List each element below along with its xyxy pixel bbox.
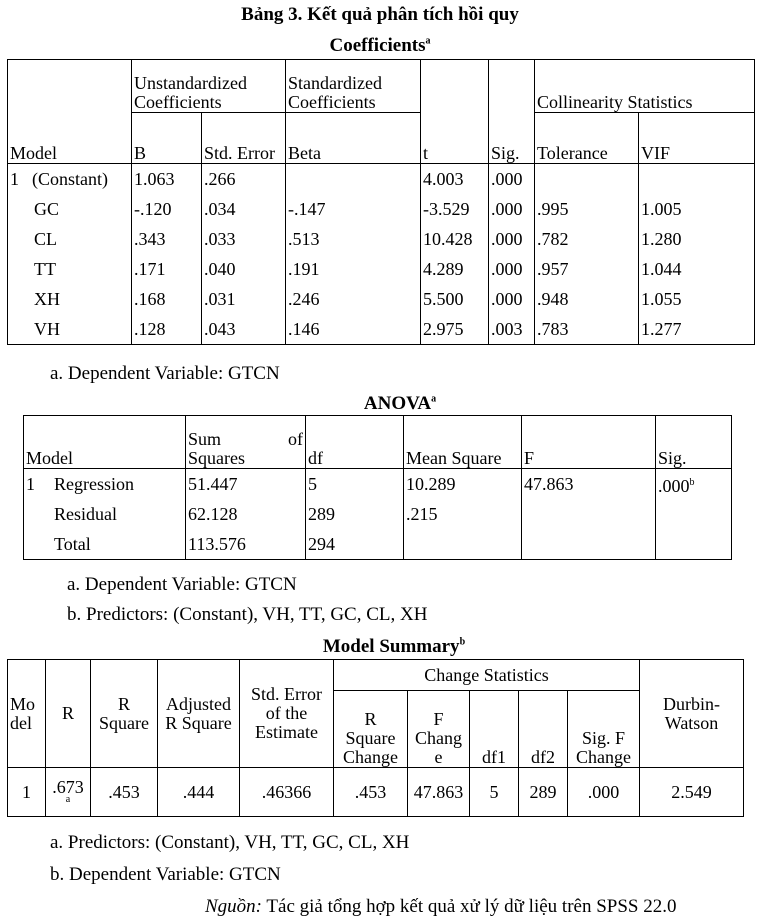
anova-title-sup: a	[431, 393, 437, 405]
anova-sig-value: .000	[658, 475, 690, 496]
anova-ms	[404, 529, 522, 560]
anova-header-ss-3: Squares	[188, 448, 245, 468]
coefficient-vif	[639, 164, 755, 195]
coefficient-model	[8, 314, 132, 345]
summary-header-sigf	[568, 691, 640, 768]
coefficient-sig: .000	[489, 254, 535, 284]
anova-ss: 113.576	[186, 529, 306, 560]
coefficients-title	[0, 35, 760, 57]
summary-rsqc: .453	[334, 768, 408, 817]
summary-title	[14, 636, 760, 658]
header-standardized: Standardized Coefficients	[286, 60, 421, 113]
summary-header-se	[240, 660, 334, 768]
summary-rsq: .453	[91, 768, 158, 817]
summary-model: 1	[8, 768, 46, 817]
coefficient-vif: 1.280	[639, 224, 755, 254]
anova-ms: 10.289	[404, 469, 522, 500]
summary-r-value: .673	[52, 777, 84, 797]
summary-row	[8, 768, 744, 817]
coefficient-vif: 1.005	[639, 194, 755, 224]
coefficient-beta: .246	[286, 284, 421, 314]
coefficients-title-sup: a	[425, 35, 431, 47]
summary-header-model-1: Mo	[10, 693, 36, 714]
anova-row	[24, 499, 732, 529]
anova-model	[24, 529, 186, 560]
coefficient-se: .040	[202, 254, 286, 284]
summary-dw: 2.549	[640, 768, 744, 817]
summary-header-df2: df2	[519, 691, 568, 768]
summary-header-sigf-2: Change	[576, 747, 632, 767]
coefficient-t: 4.289	[421, 254, 489, 284]
coefficient-sig: .003	[489, 314, 535, 345]
anova-ss: 51.447	[186, 469, 306, 500]
anova-header-mean-square: Mean Square	[404, 416, 522, 469]
anova-table	[23, 415, 732, 560]
anova-model	[24, 499, 186, 529]
coefficient-t: 5.500	[421, 284, 489, 314]
anova-f	[522, 529, 656, 560]
anova-row	[24, 469, 732, 500]
coefficient-t: 2.975	[421, 314, 489, 345]
coefficient-row	[8, 284, 755, 314]
coefficient-vif: 1.044	[639, 254, 755, 284]
anova-ss: 62.128	[186, 499, 306, 529]
coefficient-tol: .957	[535, 254, 639, 284]
anova-header-sum-of-squares	[186, 416, 306, 469]
header-tolerance: Tolerance	[535, 113, 639, 164]
anova-note-a: a. Dependent Variable: GTCN	[67, 574, 297, 595]
coefficient-row	[8, 194, 755, 224]
anova-note-b: b. Predictors: (Constant), VH, TT, GC, CL, XH	[67, 604, 428, 625]
summary-header-df1: df1	[470, 691, 519, 768]
coefficient-tol: .948	[535, 284, 639, 314]
anova-f: 47.863	[522, 469, 656, 500]
header-sig: Sig.	[489, 60, 535, 164]
summary-header-dw-1: Durbin-	[663, 693, 721, 714]
coefficient-se: .031	[202, 284, 286, 314]
coefficient-se: .033	[202, 224, 286, 254]
coefficient-model	[8, 254, 132, 284]
summary-header-se-3: Estimate	[255, 722, 318, 742]
coefficient-predictor: CL	[34, 228, 58, 249]
table-title: Bảng 3. Kết quả phân tích hồi quy	[241, 4, 519, 25]
source-text: Tác giả tổng hợp kết quả xử lý dữ liệu trên SPSS 22.0	[262, 896, 677, 917]
summary-header-adj-1: Adjusted	[166, 693, 231, 714]
coefficients-title-text: Coefficients	[329, 35, 426, 56]
anova-title	[20, 393, 760, 415]
anova-source: Residual	[54, 503, 117, 524]
coefficient-sig: .000	[489, 284, 535, 314]
summary-header-fc-2: Chang	[415, 728, 462, 748]
summary-header-fc-3: e	[434, 747, 443, 767]
coefficients-table	[7, 59, 755, 345]
coefficient-vif: 1.055	[639, 284, 755, 314]
coefficient-model	[8, 194, 132, 224]
coefficient-b: .343	[132, 224, 202, 254]
coefficient-b: 1.063	[132, 164, 202, 195]
summary-header-se-2: of the	[265, 703, 308, 723]
coefficient-b: .168	[132, 284, 202, 314]
coefficient-sig: .000	[489, 224, 535, 254]
anova-ms: .215	[404, 499, 522, 529]
coefficient-predictor: VH	[34, 318, 60, 339]
summary-se: .46366	[240, 768, 334, 817]
summary-header-change: Change Statistics	[334, 660, 640, 691]
coefficient-beta	[286, 164, 421, 195]
coefficient-predictor: TT	[34, 258, 56, 279]
summary-header-fc-1: F	[433, 709, 444, 729]
summary-header-fc	[408, 691, 470, 768]
summary-title-sup: b	[459, 636, 466, 648]
header-model: Model	[8, 60, 132, 164]
anova-sig	[656, 469, 732, 500]
coefficient-row	[8, 254, 755, 284]
summary-fc: 47.863	[408, 768, 470, 817]
coefficient-tol: .782	[535, 224, 639, 254]
coefficient-beta: .191	[286, 254, 421, 284]
anova-source: Total	[54, 533, 91, 554]
source-label: Nguồn:	[205, 896, 262, 917]
summary-header-rsqc-1: R	[364, 709, 377, 729]
summary-header-rsqc	[334, 691, 408, 768]
coefficient-beta: .513	[286, 224, 421, 254]
anova-df: 5	[306, 469, 404, 500]
coefficient-b: .171	[132, 254, 202, 284]
coefficient-tol	[535, 164, 639, 195]
coefficient-t: 4.003	[421, 164, 489, 195]
anova-header-df: df	[306, 416, 404, 469]
summary-r	[46, 768, 91, 817]
coefficient-t: -3.529	[421, 194, 489, 224]
anova-header-sig: Sig.	[656, 416, 732, 469]
coefficient-model	[8, 224, 132, 254]
summary-header-sigf-1: Sig. F	[582, 728, 626, 748]
anova-model	[24, 469, 186, 500]
coefficient-vif: 1.277	[639, 314, 755, 345]
coefficient-model-index: 1	[10, 168, 19, 189]
anova-df: 294	[306, 529, 404, 560]
anova-df: 289	[306, 499, 404, 529]
anova-header-ss-1: Sum	[188, 429, 222, 449]
coefficient-beta: .146	[286, 314, 421, 345]
summary-df2: 289	[519, 768, 568, 817]
summary-header-adj	[158, 660, 240, 768]
coefficient-se: .266	[202, 164, 286, 195]
summary-adj: .444	[158, 768, 240, 817]
coefficient-beta: -.147	[286, 194, 421, 224]
summary-header-dw	[640, 660, 744, 768]
summary-header-adj-2: R Square	[165, 712, 232, 733]
anova-sig	[656, 529, 732, 560]
anova-header-f: F	[522, 416, 656, 469]
coefficient-se: .043	[202, 314, 286, 345]
summary-sigf: .000	[568, 768, 640, 817]
summary-header-rsq-1: R	[117, 693, 130, 714]
summary-header-dw-2: Watson	[664, 712, 719, 733]
anova-sig-sup: b	[689, 476, 695, 488]
header-beta: Beta	[286, 113, 421, 164]
coefficient-row	[8, 224, 755, 254]
coefficient-se: .034	[202, 194, 286, 224]
anova-f	[522, 499, 656, 529]
anova-header-ss-2: of	[288, 429, 303, 449]
summary-header-model	[8, 660, 46, 768]
summary-note-b: b. Dependent Variable: GTCN	[50, 864, 281, 885]
summary-header-rsqc-3: Change	[343, 747, 398, 767]
coefficient-row	[8, 164, 755, 195]
source-line	[205, 896, 676, 918]
summary-header-rsq-2: Square	[99, 712, 149, 733]
summary-df1: 5	[470, 768, 519, 817]
anova-title-text: ANOVA	[363, 393, 432, 414]
header-b: B	[132, 113, 202, 164]
header-t: t	[421, 60, 489, 164]
summary-header-r: R	[46, 660, 91, 768]
summary-header-model-2: del	[10, 712, 32, 733]
anova-header-model: Model	[24, 416, 186, 469]
coefficient-tol: .783	[535, 314, 639, 345]
coefficient-tol: .995	[535, 194, 639, 224]
summary-header-rsqc-2: Square	[345, 728, 396, 748]
coefficient-t: 10.428	[421, 224, 489, 254]
summary-table	[7, 659, 744, 817]
coefficient-sig: .000	[489, 194, 535, 224]
anova-model-index: 1	[26, 473, 35, 494]
summary-header-rsq	[91, 660, 158, 768]
coefficient-model	[8, 164, 132, 195]
coefficients-note-a: a. Dependent Variable: GTCN	[50, 363, 280, 384]
header-unstandardized: Unstandardized Coefficients	[132, 60, 286, 113]
coefficient-predictor: (Constant)	[32, 168, 108, 189]
anova-source: Regression	[54, 473, 134, 494]
header-std-error: Std. Error	[202, 113, 286, 164]
coefficient-predictor: GC	[34, 198, 60, 219]
header-vif: VIF	[639, 113, 755, 164]
coefficient-b: -.120	[132, 194, 202, 224]
coefficient-row	[8, 314, 755, 345]
summary-r-sup: a	[65, 794, 71, 805]
summary-note-a: a. Predictors: (Constant), VH, TT, GC, CL, XH	[50, 832, 410, 853]
coefficient-model	[8, 284, 132, 314]
anova-sig	[656, 499, 732, 529]
anova-row	[24, 529, 732, 560]
coefficient-b: .128	[132, 314, 202, 345]
summary-title-text: Model Summary	[322, 636, 460, 657]
summary-header-se-1: Std. Error	[251, 684, 322, 704]
coefficient-predictor: XH	[34, 288, 60, 309]
header-collinearity: Collinearity Statistics	[535, 60, 755, 113]
coefficient-sig: .000	[489, 164, 535, 195]
